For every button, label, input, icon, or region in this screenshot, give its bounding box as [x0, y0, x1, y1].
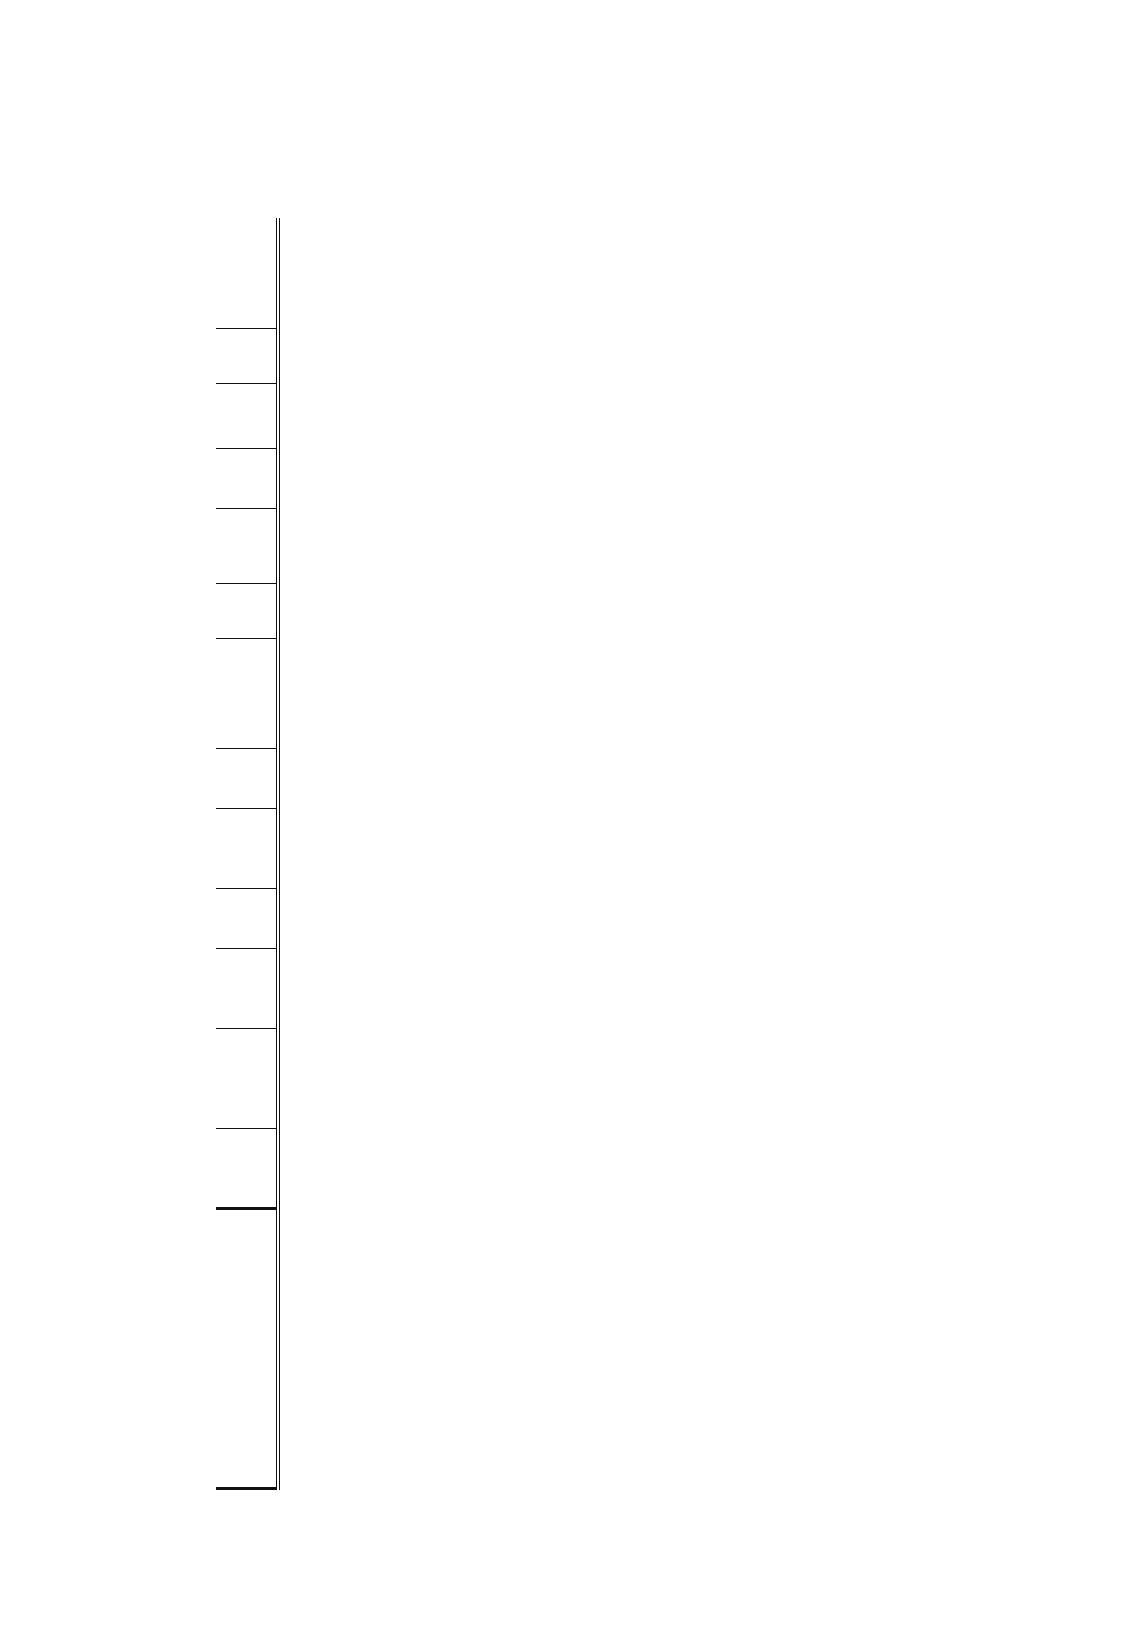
- rotated-table-container: [160, 220, 1030, 1490]
- header-estates: [216, 1129, 278, 1209]
- header-hamlets: [216, 639, 278, 749]
- header-empty-yards: [216, 889, 278, 949]
- header-hay-stacks: [216, 329, 278, 384]
- header-churchyards: [216, 584, 278, 639]
- header-clearings: [216, 509, 278, 584]
- header-name: [216, 1209, 278, 1489]
- header-hay-total: [216, 218, 278, 328]
- statistics-table: [160, 218, 280, 1490]
- table-header-row: [216, 218, 278, 1488]
- header-villages: [216, 749, 278, 809]
- header-yards: [216, 949, 278, 1029]
- table-caption: [160, 218, 216, 1488]
- header-clearings-no-plough: [216, 449, 278, 509]
- header-plough: [216, 1029, 278, 1129]
- header-wastes: [216, 384, 278, 449]
- header-people: [216, 809, 278, 889]
